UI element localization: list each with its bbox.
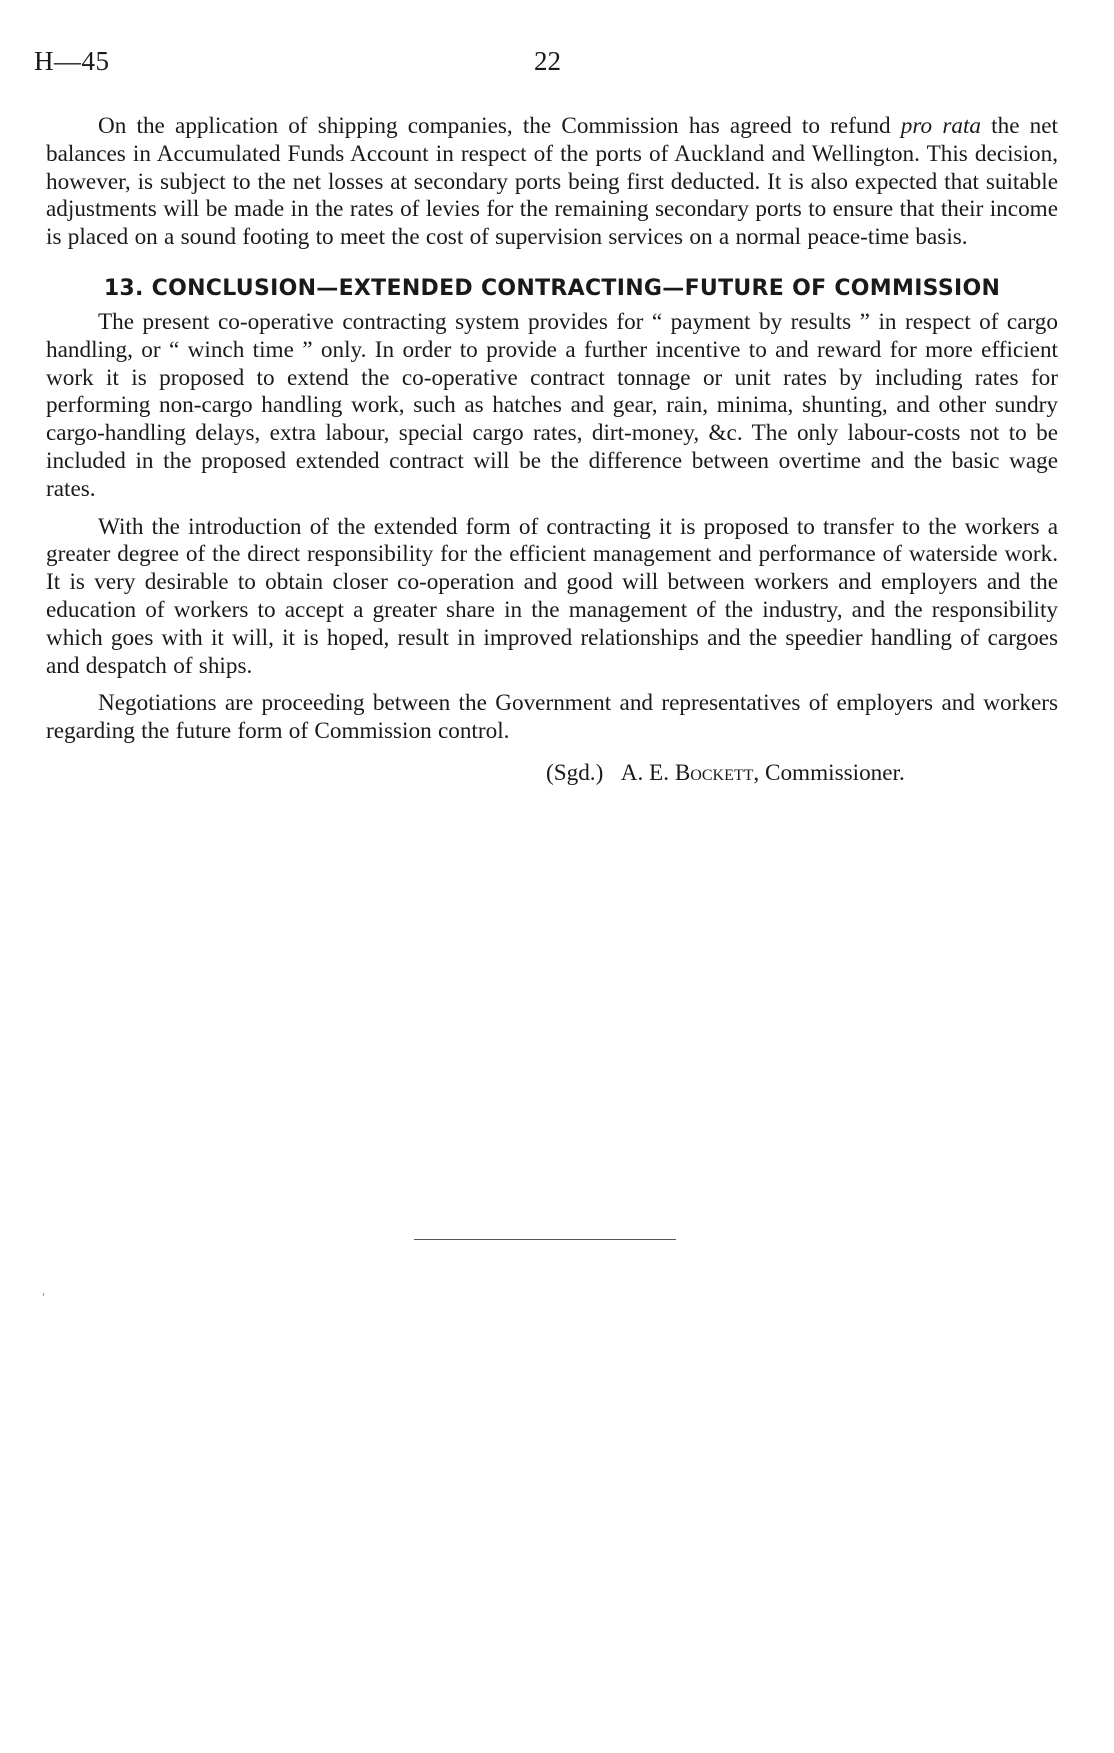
signature-initials: A. E. [620, 759, 670, 786]
paragraph-extended-contracting: With the introduction of the extended form of contracting it is proposed to transfer to the workers a greater degree of the direct responsibility for the efficient management and performance of waterside work. It is very desirable to obtain closer co-operation and good will between workers and employers and the education of workers to accept a greater share in the management of the industry, and the responsibility which goes with it will, it is hoped, result in improved relationships and the speedier handling of cargoes and despatch of ships. [46, 513, 1058, 679]
paragraph-refund [46, 113, 1058, 252]
italic-pro-rata: pro rata [900, 113, 981, 139]
signature-line [546, 760, 1058, 787]
signature-title: , Commissioner. [753, 759, 905, 786]
body-text [46, 113, 1058, 787]
page-number: 22 [534, 46, 561, 76]
scan-speck [43, 1293, 44, 1296]
end-rule [414, 1239, 676, 1240]
section-heading: 13. CONCLUSION—EXTENDED CONTRACTING—FUTURE OF COMMISSION [103, 275, 1001, 301]
paragraph-negotiations: Negotiations are proceeding between the Government and representatives of employers and workers regarding the future form of Commission control. [46, 690, 1058, 745]
paragraph-gap [46, 504, 1058, 514]
signature-prefix: (Sgd.) [546, 759, 604, 786]
paragraph-refund-start: On the application of shipping companies, the Commission has agreed to refund [98, 113, 901, 139]
paragraph-gap [46, 680, 1058, 690]
paragraph-contracting-system: The present co-operative contracting system provides for “ payment by results ” in respect of cargo handling, or “ winch time ” only. In order to provide a further incentive to and reward for more efficient work it is proposed to extend the co-operative contract tonnage or unit rates by including rates for performing non-cargo handling work, such as hatches and gear, rain, minima, shunting, and other sundry cargo-handling delays, extra labour, special cargo rates, dirt-money, &c. The only labour-costs not to be included in the proposed extended contract will be the difference between overtime and the basic wage rates. [46, 308, 1058, 502]
signature-surname: Bockett [674, 759, 754, 786]
paragraph-refund-end: the net balances in Accumulated Funds Account in respect of the ports of Auckland and Wellington. This decision, however, is subject to the net losses at secondary ports being first deducted. It is also expected that suitable adjustments will be made in the rates of levies for the remaining secondary ports to ensure that their income is placed on a sound footing to meet the cost of supervision services on a normal peace-time basis. [46, 113, 1058, 251]
page-header [34, 46, 1044, 80]
document-code: H—45 [34, 46, 110, 76]
